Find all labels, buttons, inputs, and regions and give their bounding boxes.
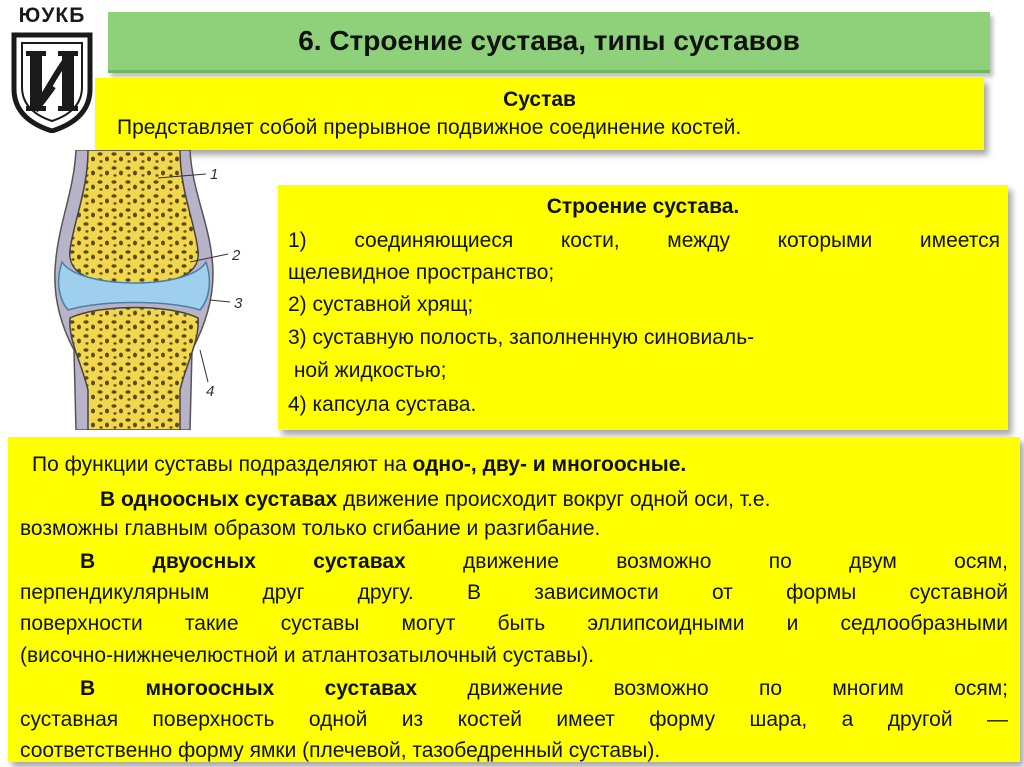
uniaxial-heading — [100, 488, 1008, 512]
function-intro — [32, 453, 1008, 477]
function-box — [8, 437, 1020, 762]
biaxial-heading — [80, 550, 1008, 574]
uniaxial-text: движение происходит вокруг одной оси, т.е. — [337, 488, 771, 511]
function-intro-bold: одно-, дву- и многоосные. — [412, 453, 687, 476]
multiaxial-heading — [80, 677, 1008, 701]
title-bar — [108, 12, 990, 73]
structure-title: Строение сустава. — [546, 195, 740, 218]
diagram-label-2: 2 — [232, 247, 241, 264]
structure-line: щелевидное пространство; — [288, 261, 555, 284]
definition-text: Представляет собой прерывное подвижное соединение костей. — [117, 116, 742, 139]
function-intro-text: По функции суставы подразделяют на — [32, 453, 413, 476]
biaxial-line: (височно-нижнечелюстной и атлантозатылочный суставы). — [20, 644, 595, 667]
diagram-label-4: 4 — [206, 383, 215, 400]
upper-bone — [70, 150, 198, 286]
shield-emblem-icon — [10, 31, 94, 133]
logo-text: ЮУКБ — [18, 4, 86, 27]
uniaxial-bold: В одноосных суставах — [100, 488, 338, 511]
structure-box — [278, 185, 1008, 430]
multiaxial-line: соответственно форму ямки (плечевой, тазобедренный суставы). — [20, 739, 661, 762]
structure-line: 4) капсула сустава. — [288, 393, 477, 416]
structure-line: ной жидкостью; — [288, 359, 447, 382]
biaxial-text: движение возможно по двум осям, — [405, 550, 1008, 573]
uniaxial-line: возможны главным образом только сгибание и разгибание. — [20, 517, 601, 540]
diagram-label-1: 1 — [210, 166, 219, 183]
logo — [6, 4, 98, 134]
page-title: 6. Строение сустава, типы суставов — [298, 25, 800, 56]
multiaxial-line: суставная поверхность одной из костей имеет форму шара, а другой — — [20, 708, 1008, 731]
structure-line: 2) суставной хрящ; — [288, 293, 474, 316]
diagram-label-3: 3 — [234, 295, 243, 312]
lower-bone — [70, 308, 198, 431]
biaxial-line: перпендикулярным друг другу. В зависимости от формы суставной — [20, 581, 1008, 604]
definition-box — [95, 78, 984, 150]
structure-line: 3) суставную полость, заполненную синовиаль- — [288, 326, 755, 349]
biaxial-bold: В двуосных суставах — [80, 550, 406, 573]
joint-diagram — [40, 150, 250, 430]
multiaxial-text: движение возможно по многим осям; — [417, 677, 1008, 700]
definition-title: Сустав — [503, 88, 576, 111]
multiaxial-bold: В многоосных суставах — [80, 677, 418, 700]
structure-line: 1) соединяющиеся кости, между которыми имеется — [288, 229, 1000, 252]
biaxial-line: поверхности такие суставы могут быть эллипсоидными и седлообразными — [20, 612, 1008, 635]
